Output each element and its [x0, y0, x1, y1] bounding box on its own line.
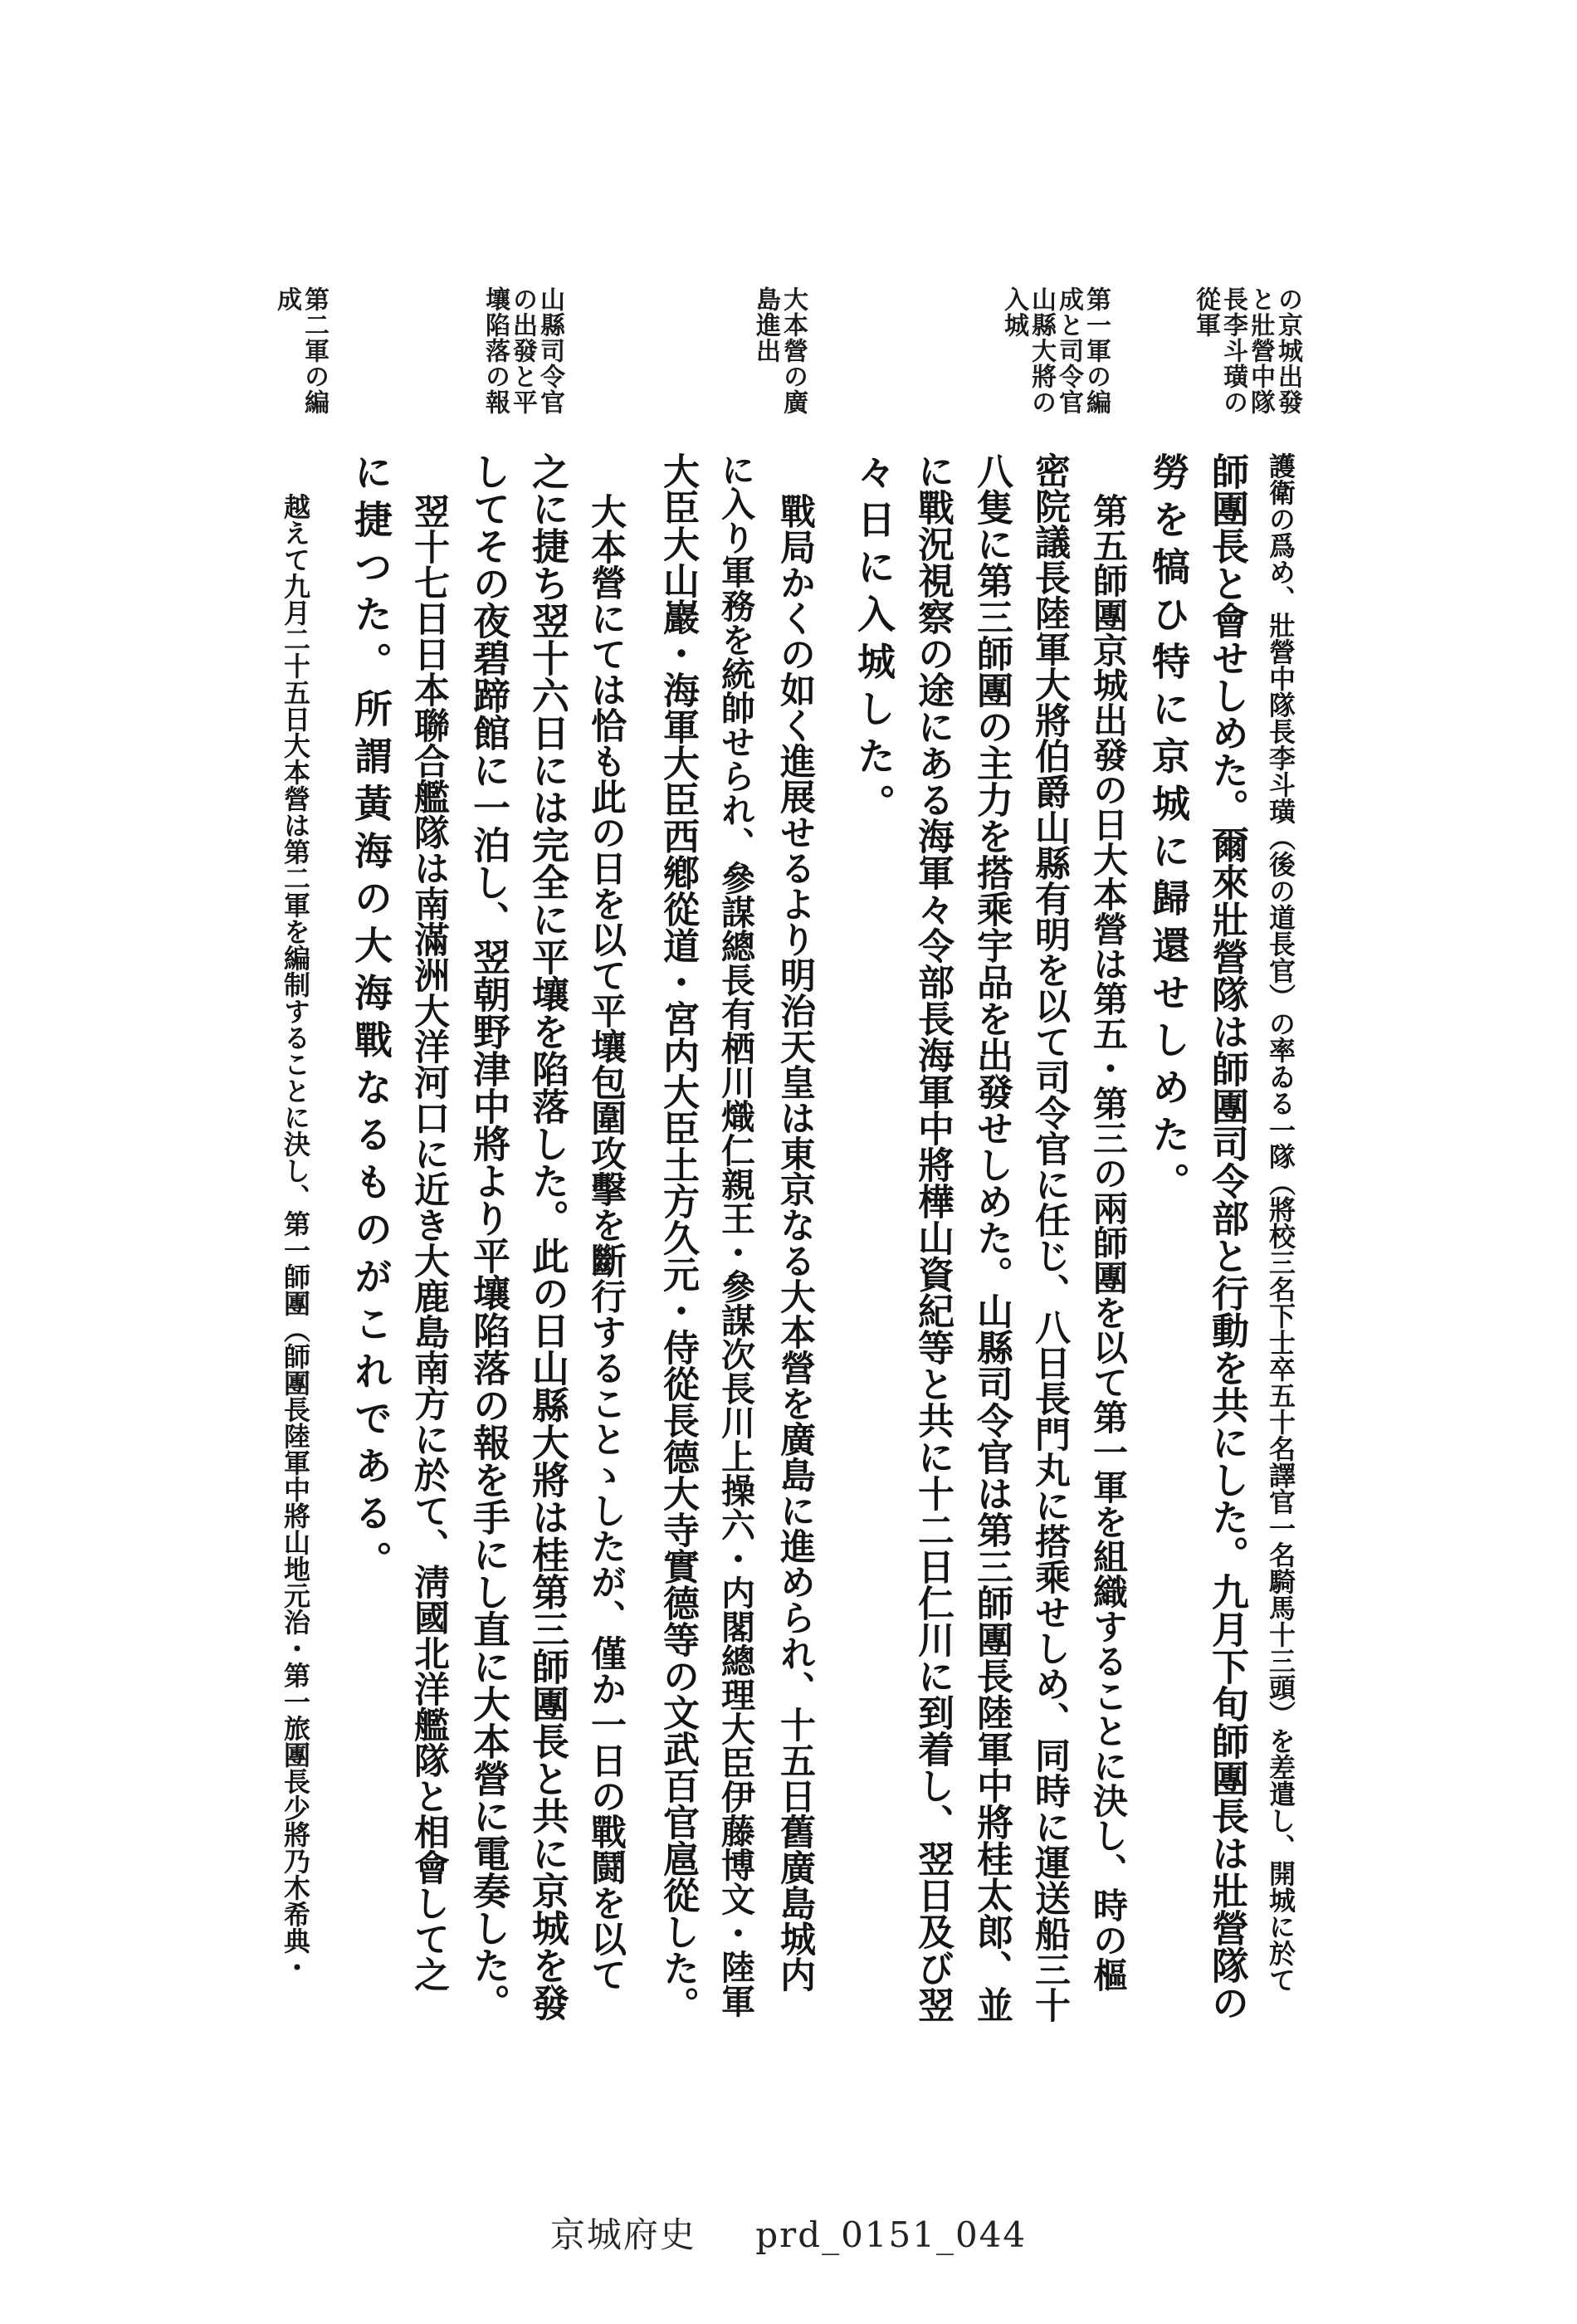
footer-title: 京城府史	[549, 2214, 696, 2255]
sidenote: 大本營の廣	[779, 286, 808, 415]
body-line: に戰況視察の途にある海軍々令部長海軍中將樺山資紀等と共に十二日仁川に到着し、翌日及び翌	[911, 452, 954, 2023]
sidenote: 從軍	[1191, 286, 1220, 338]
sidenote: 第二軍の編	[300, 286, 329, 415]
sidenote: 入城	[999, 286, 1028, 338]
body-line: 大本營にては恰も此の日を以て平壤包圍攻擊を斷行することゝしたが、僅か一日の戰鬪を以て	[585, 493, 627, 1992]
sidenote: と壯營中隊	[1246, 286, 1275, 415]
sidenote: の京城出發	[1273, 286, 1302, 415]
body-line: 越えて九月二十五日大本營は第二軍を編制することに決し、第一師團（師團長陸軍中將山地元治・第一旅團長少將乃木希典・	[280, 493, 311, 1980]
body-line: してその夜碧蹄館に一泊し、翌朝野津中將より平壤陷落の報を手にし直に大本營に電奏した。	[466, 452, 510, 2021]
sidenote: 島進出	[751, 286, 780, 364]
body-line: 八隻に第三師團の主力を搭乘宇品を出發せしめた。山縣司令官は第三師團長陸軍中將桂太郎、並	[970, 452, 1013, 2023]
sidenote: 山縣大將の	[1027, 286, 1056, 415]
sidenote: 長李斗璜の	[1218, 286, 1247, 415]
body-line: 勞を犒ひ特に京城に歸還せしめた。	[1146, 452, 1191, 1209]
sidenote: 壤陷落の報	[481, 286, 510, 415]
body-line: 密院議長陸軍大將伯爵山縣有明を以て司令官に任じ、八日長門丸に搭乘せしめ、同時に運送船三十	[1029, 452, 1071, 2023]
sidenote: 第一軍の編	[1081, 286, 1111, 415]
body-line: 護衛の爲め、壯營中隊長李斗璜（後の道長官）の率ゐる一隊（將校三名下士卒五十名譯官一名騎馬十三頭）を差遣し、開城に於て	[1265, 452, 1296, 1993]
body-line: 之に捷ち翌十六日には完全に平壤を陷落した。此の日山縣大將は桂第三師團長と共に京城を發	[525, 452, 569, 2021]
body-line: 大臣大山巖・海軍大臣西鄕從道・宮内大臣土方久元・侍從長德大寺實德等の文武百官扈從した。	[657, 452, 699, 2023]
sidenote: 成と司令官	[1054, 286, 1083, 415]
body-line: 第五師團京城出發の日大本營は第五・第三の兩師團を以て第一軍を組織することに決し、時の樞	[1088, 493, 1129, 1992]
sidenote: 成	[272, 286, 301, 312]
body-line: 戰局かくの如く進展せるより明治天皇は東京なる大本營を廣島に進められ、十五日舊廣島城内	[774, 493, 816, 1992]
page-footer	[0, 2208, 1577, 2258]
body-line: に捷つた。所謂黃海の大海戰なるものがこれである。	[349, 452, 393, 1588]
body-line: 師團長と會せしめた。爾來壯營隊は師團司令部と行動を共にした。九月下旬師團長は壯營隊の	[1205, 452, 1249, 2021]
footer-code: prd_0151_044	[755, 2214, 1028, 2255]
body-line: に入り軍務を統帥せられ、參謀總長有栖川熾仁親王・參謀次長川上操六・内閣總理大臣伊藤博文・陸軍	[715, 452, 755, 2018]
body-line: 々日に入城した。	[852, 452, 896, 831]
sidenote: の出發と平	[508, 286, 537, 415]
body-line: 翌十七日日本聯合艦隊は南滿洲大洋河口に近き大鹿島南方に於て、淸國北洋艦隊と相會して之	[408, 493, 450, 1992]
sidenote: 山縣司令官	[535, 286, 564, 415]
